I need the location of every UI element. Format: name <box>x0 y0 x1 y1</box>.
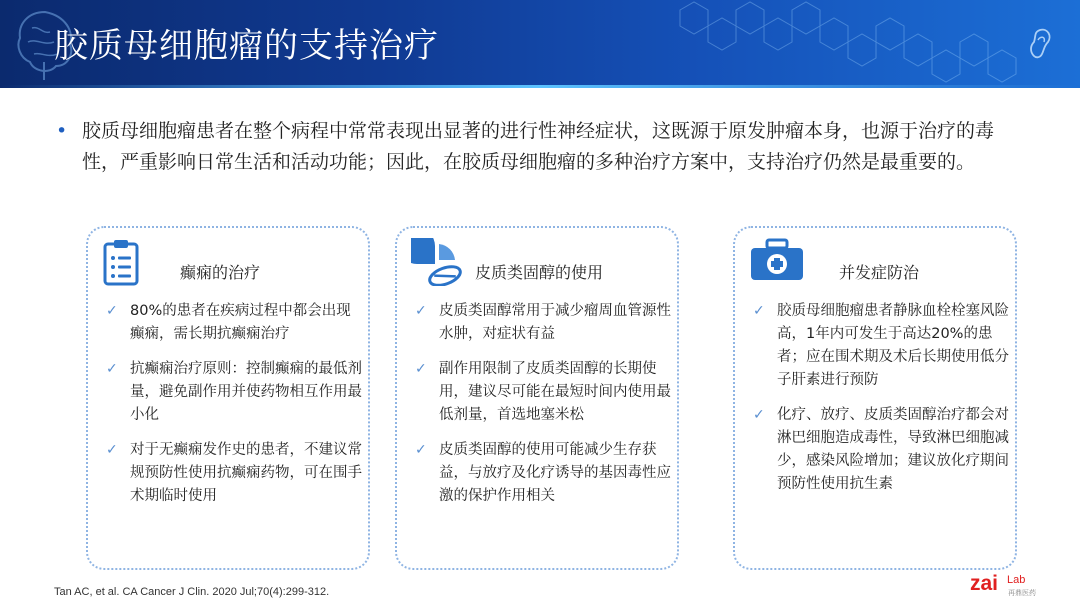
list-item: ✓ 副作用限制了皮质类固醇的长期使用，建议尽可能在最短时间内使用最低剂量，首选地塞米松 <box>411 358 671 427</box>
card-list <box>749 300 1009 508</box>
company-logo <box>970 572 1050 602</box>
check-icon: ✓ <box>753 303 765 319</box>
card-title: 皮质类固醇的使用 <box>475 263 604 282</box>
check-icon: ✓ <box>415 442 427 458</box>
check-icon: ✓ <box>106 361 118 377</box>
intro-text: 胶质母细胞瘤患者在整个病程中常常表现出显著的进行性神经症状，这既源于原发肿瘤本身，也源于治疗的毒性，严重影响日常生活和活动功能；因此，在胶质母细胞瘤的多种治疗方案中，支持治疗仍然是最重要的。 <box>82 120 995 173</box>
check-icon: ✓ <box>106 442 118 458</box>
citation: Tan AC, et al. CA Cancer J Clin. 2020 Jul;70(4):299-312. <box>54 586 330 598</box>
check-icon: ✓ <box>753 407 765 423</box>
page-title: 胶质母细胞瘤的支持治疗 <box>54 26 439 66</box>
ear-icon <box>1026 26 1054 62</box>
pill-chart-icon <box>411 238 463 286</box>
logo-cn: 再鼎医药 <box>1008 589 1036 597</box>
bullet-icon: • <box>56 120 68 142</box>
card-title: 并发症防治 <box>839 263 920 282</box>
card-complication-prevention <box>733 226 1017 570</box>
list-item: ✓ 化疗、放疗、皮质类固醇治疗都会对淋巴细胞造成毒性，导致淋巴细胞减少，感染风险增加；建议放化疗期间预防性使用抗生素 <box>749 404 1009 496</box>
card-title: 癫痫的治疗 <box>180 263 261 282</box>
check-icon: ✓ <box>415 361 427 377</box>
list-item: ✓ 胶质母细胞瘤患者静脉血栓栓塞风险高，1年内可发生于高达20%的患者；应在围术期及术后长期使用低分子肝素进行预防 <box>749 300 1009 392</box>
header-banner <box>0 0 1080 88</box>
list-item: ✓ 80%的患者在疾病过程中都会出现癫痫，需长期抗癫痫治疗 <box>102 300 362 346</box>
card-seizure-treatment <box>86 226 370 570</box>
medical-kit-icon <box>749 238 805 282</box>
list-item: ✓ 皮质类固醇常用于减少瘤周血管源性水肿，对症状有益 <box>411 300 671 346</box>
header-accent-line <box>0 85 1080 88</box>
card-list <box>411 300 671 520</box>
card-corticosteroid-use <box>395 226 679 570</box>
list-item: ✓ 皮质类固醇的使用可能减少生存获益，与放疗及化疗诱导的基因毒性应激的保护作用相关 <box>411 439 671 508</box>
list-item: ✓ 对于无癫痫发作史的患者，不建议常规预防性使用抗癫痫药物，可在围手术期临时使用 <box>102 439 362 508</box>
hexagon-pattern <box>660 0 1080 88</box>
clipboard-icon <box>102 238 140 286</box>
logo-lab: Lab <box>1007 574 1026 586</box>
check-icon: ✓ <box>415 303 427 319</box>
card-list <box>102 300 362 520</box>
logo-zai: zai <box>970 572 999 595</box>
list-item: ✓ 抗癫痫治疗原则：控制癫痫的最低剂量，避免副作用并使药物相互作用最小化 <box>102 358 362 427</box>
check-icon: ✓ <box>106 303 118 319</box>
intro-paragraph <box>56 116 996 178</box>
